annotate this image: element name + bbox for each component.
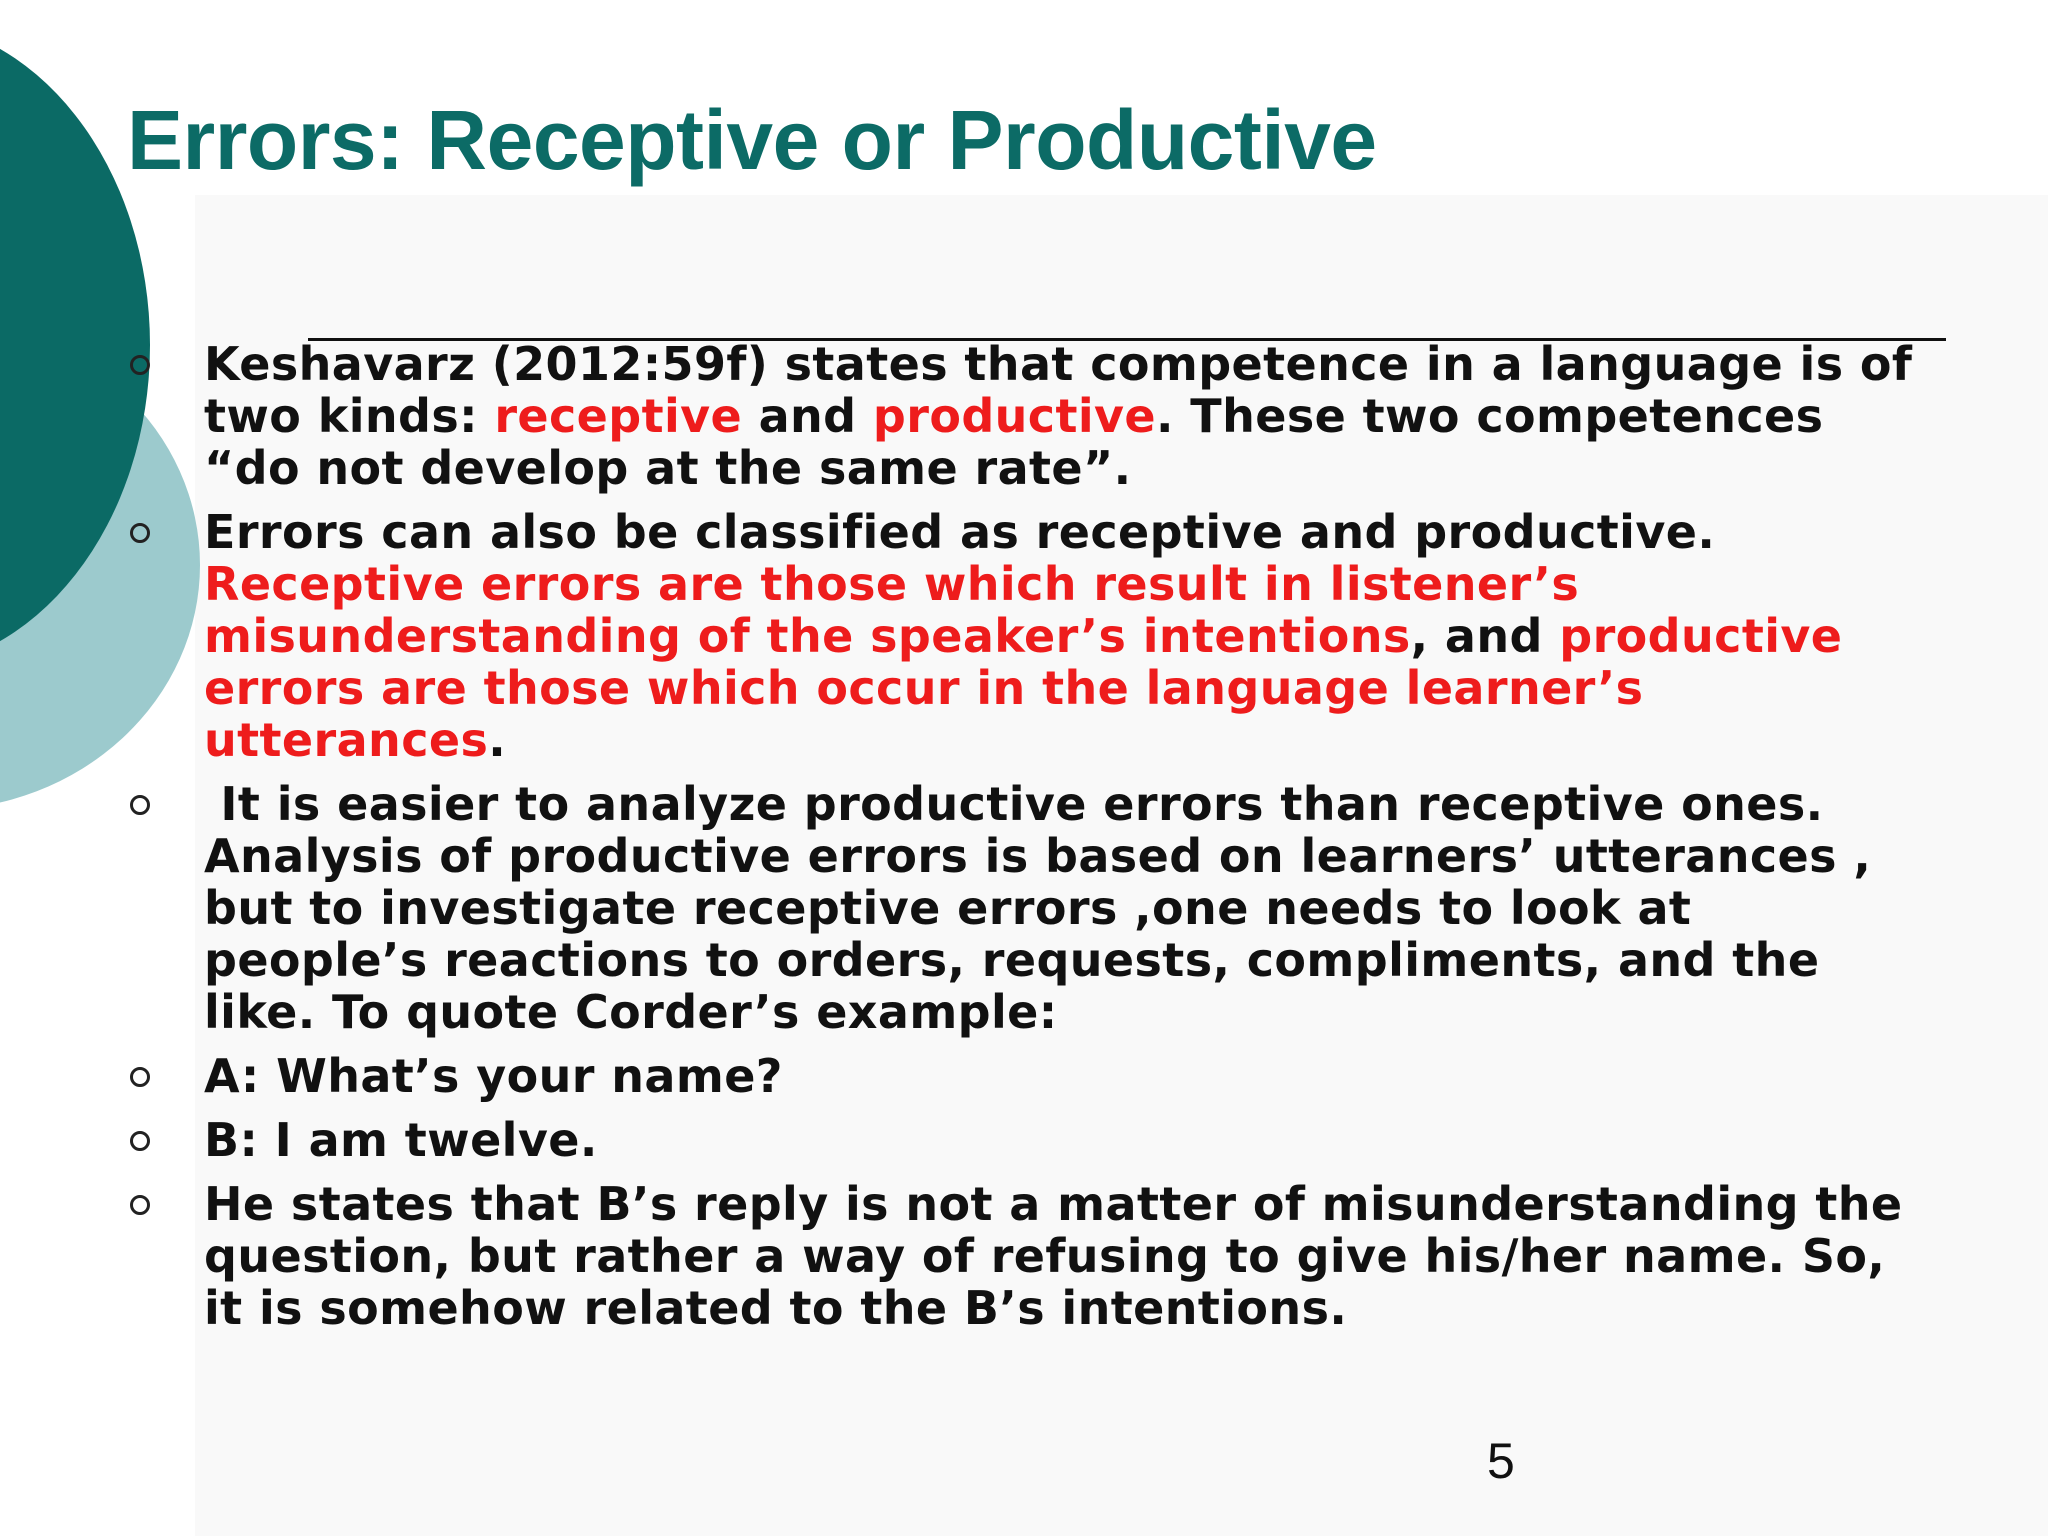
highlight-productive-errors-definition: productive errors are those which occur in the language learner’s utterances [204, 609, 1843, 767]
bullet-text: A: What’s your name? [204, 1049, 783, 1103]
bullet-text: . [488, 713, 507, 767]
bullet-list [130, 338, 1930, 1346]
hollow-circle-bullet-icon [130, 355, 150, 375]
bullet-text: . These two competences “do not develop at the same rate”. [204, 389, 1824, 495]
hollow-circle-bullet-icon [130, 795, 150, 815]
bullet-item-analysis [130, 778, 1930, 1038]
highlight-receptive: receptive [494, 389, 743, 443]
bullet-item-example-a [130, 1050, 1930, 1102]
slide-title: Errors: Receptive or Productive [127, 93, 1377, 187]
hollow-circle-bullet-icon [130, 1067, 150, 1087]
bullet-item-example-b [130, 1114, 1930, 1166]
hollow-circle-bullet-icon [130, 1195, 150, 1215]
bullet-text: It is easier to analyze productive errors than receptive ones. Analysis of productive errors is based on learners’ utterances , but to investigate receptive errors ,one needs to look at people’s reactions to orders, requests, compliments, and the like. To quote Corder’s example: [204, 777, 1872, 1039]
bullet-text: Errors can also be classified as receptive and productive. [204, 505, 1716, 559]
page-number: 5 [1487, 1433, 1515, 1489]
bullet-text: Keshavarz (2012:59f) states that competence in a language is of two kinds: [204, 337, 1913, 443]
bullet-text: and [742, 389, 873, 443]
highlight-receptive-errors-definition: Receptive errors are those which result in listener’s misunderstanding of the speaker’s intentions [204, 557, 1580, 663]
hollow-circle-bullet-icon [130, 523, 150, 543]
bullet-item-competence [130, 338, 1930, 494]
bullet-text: He states that B’s reply is not a matter of misunderstanding the question, but rather a way of refusing to give his/her name. So, it is somehow related to the B’s intentions. [204, 1177, 1903, 1335]
bullet-text: B: I am twelve. [204, 1113, 598, 1167]
bullet-text: , and [1410, 609, 1560, 663]
hollow-circle-bullet-icon [130, 1131, 150, 1151]
bullet-item-interpretation [130, 1178, 1930, 1334]
bullet-item-classification [130, 506, 1930, 766]
highlight-productive: productive [872, 389, 1157, 443]
